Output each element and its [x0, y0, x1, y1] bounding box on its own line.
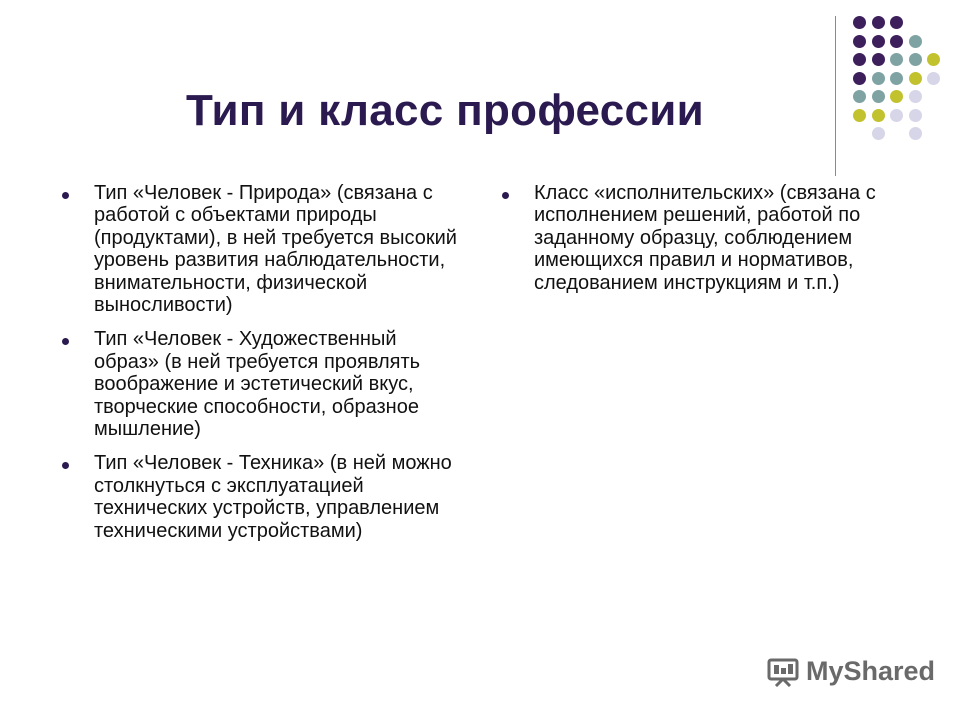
presentation-screen-icon [766, 657, 800, 687]
decorative-dot [853, 35, 866, 48]
list-item-text: Класс «исполнительских» (связана с исполнением решений, работой по заданному образцу, соблюдением имеющихся правил и нормативов, следованием инструкциям и т.п.) [534, 182, 876, 294]
decorative-dot [890, 109, 903, 122]
decorative-dot [872, 16, 885, 29]
decorative-dot [853, 53, 866, 66]
decorative-dot [927, 72, 940, 85]
decorative-dot [909, 35, 922, 48]
list-item-text: Тип «Человек - Природа» (связана с работой с объектами природы (продуктами), в ней требуется высокий уровень развития наблюдательности, внимательности, физической выносливости) [94, 182, 457, 317]
decorative-dot [853, 16, 866, 29]
brand-watermark [766, 656, 935, 687]
decorative-dot [890, 90, 903, 103]
list-item [60, 328, 460, 440]
decorative-dot [909, 90, 922, 103]
bullet-icon [62, 462, 69, 469]
decorative-dot [909, 53, 922, 66]
decorative-dot [890, 72, 903, 85]
brand-text: MyShared [806, 656, 936, 686]
list-item [500, 182, 920, 294]
list-item-text: Тип «Человек - Техника» (в ней можно столкнуться с эксплуатацией технических устройств, управлением техническими устройствами) [94, 452, 452, 542]
decorative-dot [909, 72, 922, 85]
decorative-dot [890, 53, 903, 66]
decorative-dot [909, 127, 922, 140]
decorative-dot [872, 53, 885, 66]
list-item-text: Тип «Человек - Художественный образ» (в ней требуется проявлять воображение и эстетический вкус, творческие способности, образное мышление) [94, 328, 421, 441]
list-item [60, 182, 460, 316]
bullet-icon [62, 338, 69, 345]
left-bullet-list [60, 182, 460, 554]
decorative-dot [872, 72, 885, 85]
slide-title: Тип и класс профессии [186, 86, 704, 135]
bullet-icon [502, 192, 509, 199]
decorative-dot [890, 35, 903, 48]
list-item [60, 452, 460, 542]
decorative-dot [853, 72, 866, 85]
decorative-dot [890, 16, 903, 29]
right-bullet-list [500, 182, 920, 306]
decorative-dot [927, 53, 940, 66]
decorative-dot [909, 109, 922, 122]
decorative-dot [872, 35, 885, 48]
bullet-icon [62, 192, 69, 199]
